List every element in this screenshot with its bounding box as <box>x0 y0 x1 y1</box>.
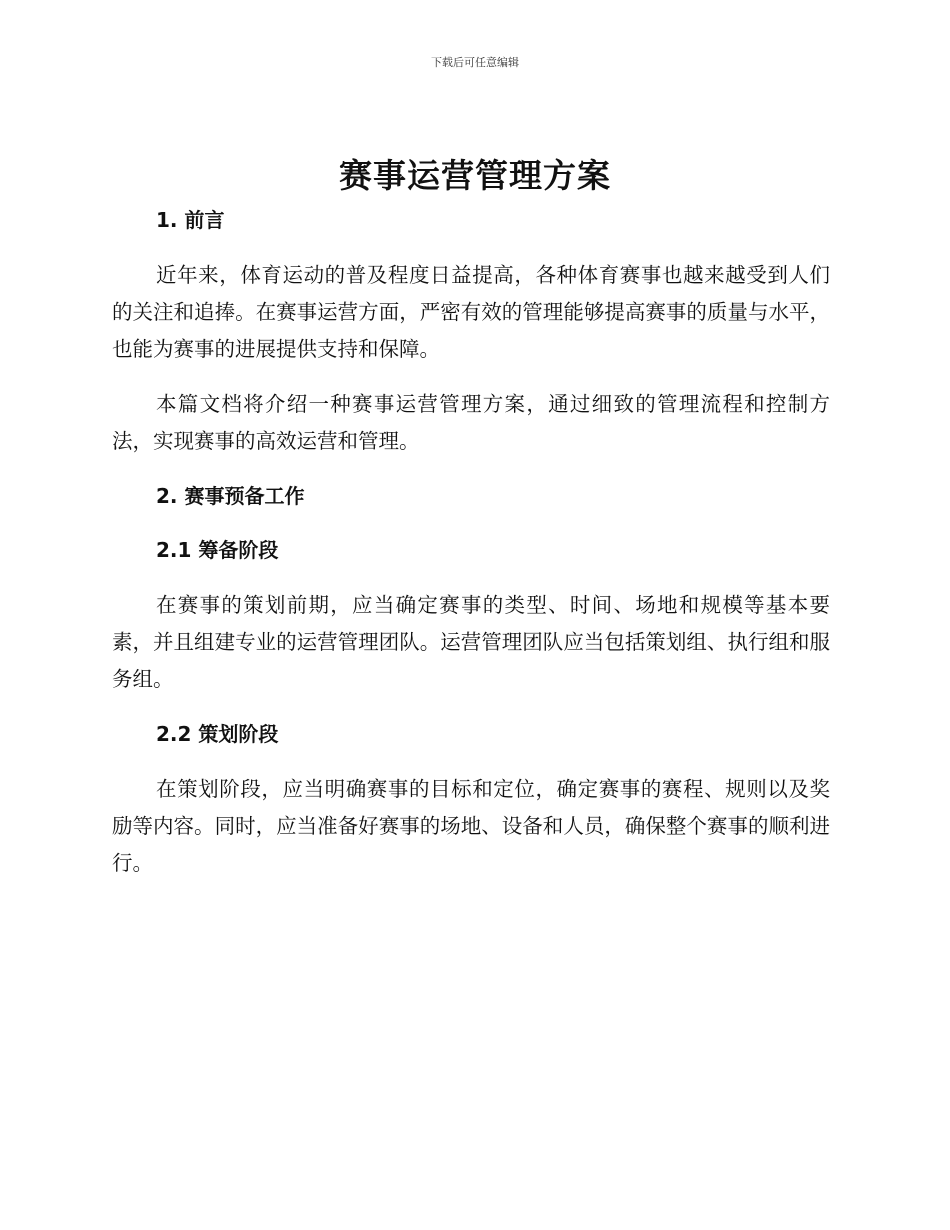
paragraph-prep-stage: 在赛事的策划前期，应当确定赛事的类型、时间、场地和规模等基本要素，并且组建专业的运营管理团队。运营管理团队应当包括策划组、执行组和服务组。 <box>112 593 830 691</box>
document-body <box>112 202 830 882</box>
subsection-heading-planning-stage: 2.2 策划阶段 <box>156 722 279 746</box>
paragraph-preface-1: 近年来，体育运动的普及程度日益提高，各种体育赛事也越来越受到人们的关注和追捧。在赛事运营方面，严密有效的管理能够提高赛事的质量与水平，也能为赛事的进展提供支持和保障。 <box>112 263 830 361</box>
page-header: 下载后可任意编辑 <box>431 56 519 69</box>
paragraph-planning-stage: 在策划阶段，应当明确赛事的目标和定位，确定赛事的赛程、规则以及奖励等内容。同时，应当准备好赛事的场地、设备和人员，确保整个赛事的顺利进行。 <box>112 777 830 875</box>
document-title: 赛事运营管理方案 <box>339 156 611 195</box>
paragraph-preface-2: 本篇文档将介绍一种赛事运营管理方案，通过细致的管理流程和控制方法，实现赛事的高效运营和管理。 <box>112 392 830 453</box>
subsection-heading-planning-prep: 2.1 筹备阶段 <box>156 538 279 562</box>
section-heading-preface: 1. 前言 <box>156 208 225 232</box>
section-heading-preparation: 2. 赛事预备工作 <box>156 484 305 508</box>
